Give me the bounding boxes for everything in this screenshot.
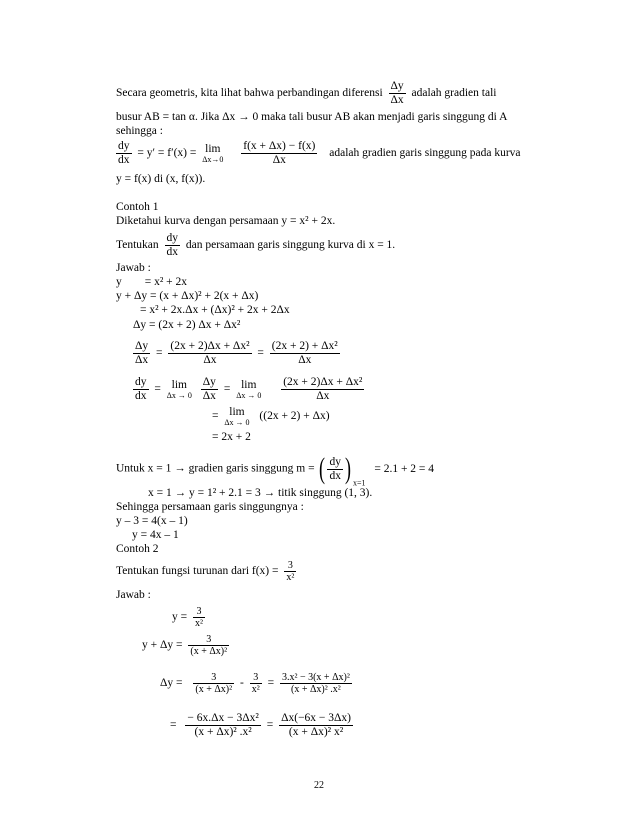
fraction-numerator: 3: [188, 634, 229, 646]
fraction-numerator: dy: [329, 455, 341, 468]
limit-operator: [224, 406, 249, 427]
task-suffix: dan persamaan garis singgung kurva di x = 1.: [185, 239, 396, 252]
fraction-denominator: Δx: [298, 354, 312, 366]
minus-sign: -: [240, 677, 244, 690]
tangent-eq-1: y – 3 = 4(x – 1): [116, 515, 188, 527]
equals-sign: =: [223, 383, 231, 396]
step-3: = x² + 2x.Δx + (Δx)² + 2x + 2Δx: [140, 304, 290, 316]
tangent-intro: Sehingga persamaan garis singgungnya :: [116, 501, 304, 513]
fraction-numerator: (2x + 2)Δx + Δx²: [170, 340, 250, 352]
dy-dx-fraction: [116, 140, 132, 167]
equals-sign: =: [156, 347, 163, 360]
fraction-denominator: dx: [135, 390, 147, 402]
intro-text: Secara geometris, kita lihat bahwa perbandingan diferensi: [116, 87, 383, 100]
fraction-denominator: Δx: [272, 154, 286, 166]
equals-sign: =: [266, 719, 274, 732]
intro-definition-tail: adalah gradien garis singgung pada kurva: [329, 147, 521, 160]
fraction-denominator: dx: [329, 469, 341, 482]
example-2-answer-label: Jawab :: [116, 589, 151, 601]
term-b-fraction: [250, 672, 262, 695]
equals-sign: =: [212, 410, 219, 423]
example-2-task: [116, 560, 299, 583]
fraction-denominator: Δx: [202, 390, 216, 402]
fraction-numerator: (2x + 2)Δx + Δx²: [283, 376, 363, 388]
limit-label: lim: [205, 143, 221, 155]
limit-operator: [167, 379, 192, 400]
fraction-numerator: Δy: [390, 80, 404, 92]
equals-sign: =: [257, 347, 264, 360]
term-a-fraction: [193, 672, 234, 695]
limit-label: lim: [171, 379, 187, 391]
limit-label: lim: [241, 379, 257, 391]
fraction-denominator: Δx: [203, 354, 217, 366]
fraction-numerator: Δx(−6x − 3Δx): [281, 712, 352, 724]
dy-dx-fraction: [327, 456, 343, 483]
fraction-numerator: dy: [135, 376, 147, 388]
fraction-denominator: (x + Δx)² .x²: [194, 726, 252, 738]
step-1: y = x² + 2x: [116, 276, 188, 288]
dy-over-dx-fraction: [133, 340, 150, 367]
intro-text-tail: adalah gradien tali: [411, 87, 497, 100]
limit-subscript: Δx → 0: [166, 391, 192, 400]
intro-line-3: sehingga :: [116, 125, 163, 137]
y-definition: [172, 606, 208, 629]
quotient-fraction-1: [168, 340, 251, 367]
slope-text: Untuk x = 1 → gradien garis singgung m =: [116, 462, 315, 475]
left-paren: (: [319, 452, 326, 485]
step-4: Δy = (2x + 2) Δx + Δx²: [133, 319, 241, 331]
intro-line-5: y = f(x) di (x, f(x)).: [116, 173, 206, 185]
example-1-given: Diketahui kurva dengan persamaan y = x² + 2x.: [116, 215, 336, 227]
fraction-numerator: 3.x² − 3(x + Δx)²: [281, 672, 350, 683]
example-1-heading: Contoh 1: [116, 201, 159, 213]
factored-fraction: [279, 712, 353, 739]
y-plus-dy: [142, 634, 232, 657]
y-fraction: [193, 606, 205, 629]
fraction-denominator: dx: [166, 246, 179, 258]
limit-subscript: Δx → 0: [224, 418, 250, 427]
limit-label: lim: [229, 406, 245, 418]
equals-sign: =: [154, 383, 161, 396]
limit-quotient: [281, 376, 364, 403]
fraction-denominator: Δx: [316, 390, 330, 402]
tangent-point: x = 1 → y = 1² + 2.1 = 3 → titik singgung (1, 3).: [148, 487, 373, 499]
fraction-numerator: dy: [118, 140, 130, 152]
evaluation-subscript: x=1: [352, 478, 366, 488]
fraction-numerator: dy: [166, 232, 179, 244]
dy-dx-fraction: [133, 376, 149, 403]
limit-result: = 2x + 2: [212, 431, 251, 443]
fraction-denominator: dx: [118, 154, 130, 166]
fraction-numerator: 3: [193, 606, 205, 618]
delta-y-simplified: [170, 712, 356, 739]
right-paren: ): [344, 452, 351, 485]
delta-fraction: [389, 80, 406, 107]
y-plus-dy-fraction: [188, 634, 229, 657]
fraction-denominator: (x + Δx)²: [195, 684, 233, 695]
task-prefix: Tentukan: [116, 239, 159, 252]
dy-dx-fraction: [165, 232, 181, 259]
equals-sign: =: [170, 719, 177, 732]
limit-operator: [202, 143, 223, 164]
quotient-line: [133, 340, 343, 367]
derivative-equals: = y′ = f′(x) =: [137, 147, 197, 160]
combined-fraction: [280, 672, 352, 695]
equals-sign: =: [267, 677, 275, 690]
fraction-denominator: (x + Δx)² x²: [288, 726, 344, 738]
delta-fraction: [201, 376, 218, 403]
fraction-numerator: 3: [193, 672, 234, 684]
fraction-denominator: x²: [251, 684, 260, 695]
fraction-denominator: x²: [195, 618, 203, 629]
fraction-numerator: f(x + Δx) − f(x): [243, 140, 316, 152]
fraction-numerator: 3: [250, 672, 262, 684]
tangent-eq-2: y = 4x – 1: [132, 529, 179, 541]
simplified-fraction: [185, 712, 260, 739]
fraction-denominator: (x + Δx)² .x²: [291, 684, 341, 695]
slope-value: = 2.1 + 2 = 4: [374, 462, 435, 475]
limit-subscript: Δx → 0: [236, 391, 262, 400]
example-2-heading: Contoh 2: [116, 543, 159, 555]
lhs: y + Δy =: [142, 639, 183, 652]
intro-line-1: [116, 80, 496, 107]
fraction-denominator: x²: [286, 572, 295, 583]
page-number: 22: [314, 780, 324, 791]
fraction-denominator: (x + Δx)²: [190, 646, 228, 657]
example-1-task: [116, 232, 395, 259]
delta-y-line: [160, 672, 355, 695]
lhs: y =: [172, 611, 188, 624]
fraction-numerator: Δy: [135, 340, 149, 352]
fraction-denominator: Δx: [135, 354, 149, 366]
fraction-numerator: Δy: [202, 376, 216, 388]
fraction-numerator: − 6x.Δx − 3Δx²: [187, 712, 259, 724]
quotient-fraction-2: [270, 340, 340, 367]
limit-expression: ((2x + 2) + Δx): [259, 410, 330, 423]
derivative-definition: [116, 140, 521, 167]
limit-operator: [236, 379, 261, 400]
example-1-answer-label: Jawab :: [116, 262, 151, 274]
difference-quotient: [241, 140, 317, 167]
fraction-numerator: 3: [284, 560, 296, 572]
function-fraction: [284, 560, 296, 583]
limit-line-2: [212, 406, 330, 427]
limit-subscript: Δx→0: [202, 155, 224, 164]
step-2: y + Δy = (x + Δx)² + 2(x + Δx): [116, 290, 259, 302]
fraction-denominator: Δx: [390, 94, 404, 106]
lhs: Δy =: [160, 677, 183, 690]
fraction-numerator: (2x + 2) + Δx²: [271, 340, 338, 352]
task-prefix: Tentukan fungsi turunan dari f(x) =: [116, 565, 279, 578]
intro-line-2: busur AB = tan α. Jika Δx → 0 maka tali busur AB akan menjadi garis singgung di A: [116, 111, 508, 123]
limit-line: [133, 376, 367, 403]
